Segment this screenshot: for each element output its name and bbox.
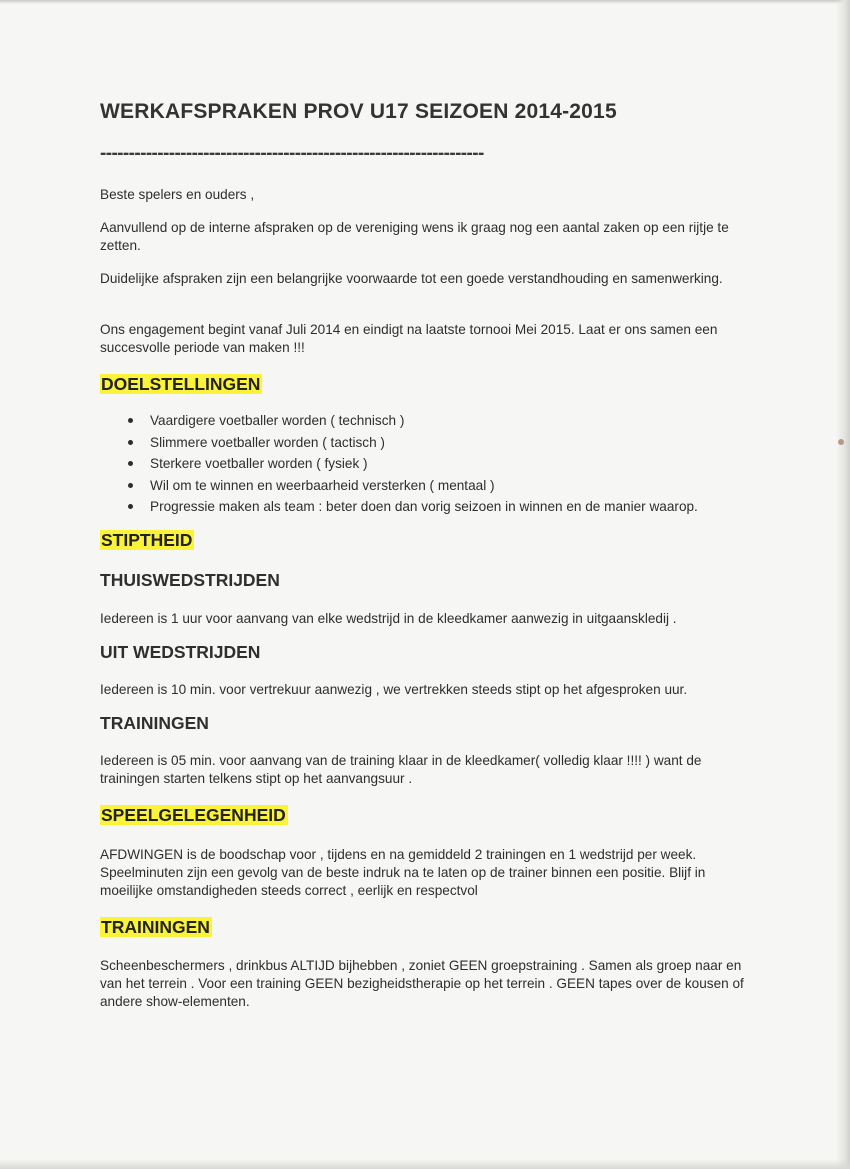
list-item bbox=[124, 410, 698, 432]
list-item bbox=[124, 453, 698, 475]
stiptheid-heading-text: STIPTHEID bbox=[101, 530, 193, 550]
doelstellingen-heading-text: DOELSTELLINGEN bbox=[101, 374, 261, 394]
trainingen-stiptheid-text: Iedereen is 05 min. voor aanvang van de training klaar in de kleedkamer( volledig klaar !!!! ) want de trainingen starten telkens stipt op het aanvangsuur . bbox=[100, 753, 702, 786]
stiptheid-heading bbox=[100, 528, 194, 552]
list-item bbox=[124, 475, 698, 497]
bullet-icon bbox=[128, 504, 133, 509]
list-item-text: Wil om te winnen en weerbaarheid versterken ( mentaal ) bbox=[150, 477, 495, 493]
list-item-text: Vaardigere voetballer worden ( technisch ) bbox=[150, 413, 405, 428]
intro-paragraph-1: Aanvullend op de interne afspraken op de vereniging wens ik graag nog een aantal zaken op een rijtje te zetten. bbox=[100, 220, 729, 253]
intro-paragraph-2: Duidelijke afspraken zijn een belangrijke voorwaarde tot een goede verstandhouding en samenwerking. bbox=[100, 271, 723, 286]
thuiswedstrijden-text: Iedereen is 1 uur voor aanvang van elke wedstrijd in de kleedkamer aanwezig in uitgaanskledij . bbox=[100, 611, 677, 626]
list-item-text: Slimmere voetballer worden ( tactisch ) bbox=[150, 434, 385, 450]
list-item-text: Sterkere voetballer worden ( fysiek ) bbox=[150, 456, 368, 471]
thuiswedstrijden-heading: THUISWEDSTRIJDEN bbox=[100, 570, 280, 590]
paper-speck bbox=[838, 439, 844, 445]
doelstellingen-heading bbox=[100, 372, 262, 396]
trainingen-heading-text: TRAININGEN bbox=[101, 917, 210, 937]
list-item bbox=[124, 496, 698, 518]
uit-wedstrijden-heading: UIT WEDSTRIJDEN bbox=[100, 642, 261, 662]
bullet-icon bbox=[128, 483, 133, 488]
speelgelegenheid-heading bbox=[100, 803, 288, 827]
list-item bbox=[124, 432, 698, 454]
list-item-text: Progressie maken als team : beter doen dan vorig seizoen in winnen en de manier waarop. bbox=[150, 499, 698, 514]
speelgelegenheid-text: AFDWINGEN is de boodschap voor , tijdens en na gemiddeld 2 trainingen en 1 wedstrijd per week. Speelminuten zijn een gevolg van de beste indruk na te laten op de trainer binnen een positie. Blijf in moeilijke omstandigheden steeds correct , eerlijk en respectvol bbox=[100, 847, 706, 898]
intro-paragraph-3: Ons engagement begint vanaf Juli 2014 en eindigt na laatste tornooi Mei 2015. Laat er ons samen een succesvolle periode van maken !!! bbox=[100, 322, 718, 355]
speelgelegenheid-heading-text: SPEELGELEGENHEID bbox=[101, 805, 286, 825]
greeting: Beste spelers en ouders , bbox=[100, 187, 255, 202]
trainingen-stiptheid-heading: TRAININGEN bbox=[100, 713, 209, 733]
page-edge-right bbox=[836, 0, 850, 1169]
doelstellingen-list bbox=[124, 410, 698, 518]
bullet-icon bbox=[128, 461, 133, 466]
uit-wedstrijden-text: Iedereen is 10 min. voor vertrekuur aanwezig , we vertrekken steeds stipt op het afgesproken uur. bbox=[100, 682, 688, 697]
trainingen-heading bbox=[100, 915, 212, 939]
page-edge-bottom bbox=[0, 1159, 850, 1169]
bullet-icon bbox=[128, 440, 133, 445]
bullet-icon bbox=[128, 418, 133, 423]
title-rule: ------------------------------------------------------------------- bbox=[100, 143, 484, 164]
trainingen-text: Scheenbeschermers , drinkbus ALTIJD bijhebben , zoniet GEEN groepstraining . Samen als groep naar en van het terrein . Voor een training GEEN bezigheidstherapie op het terrein . GEEN tapes over de kousen of andere show-elementen. bbox=[100, 958, 744, 1009]
page-edge-top bbox=[0, 0, 850, 4]
document-title: WERKAFSPRAKEN PROV U17 SEIZOEN 2014-2015 bbox=[100, 100, 617, 123]
